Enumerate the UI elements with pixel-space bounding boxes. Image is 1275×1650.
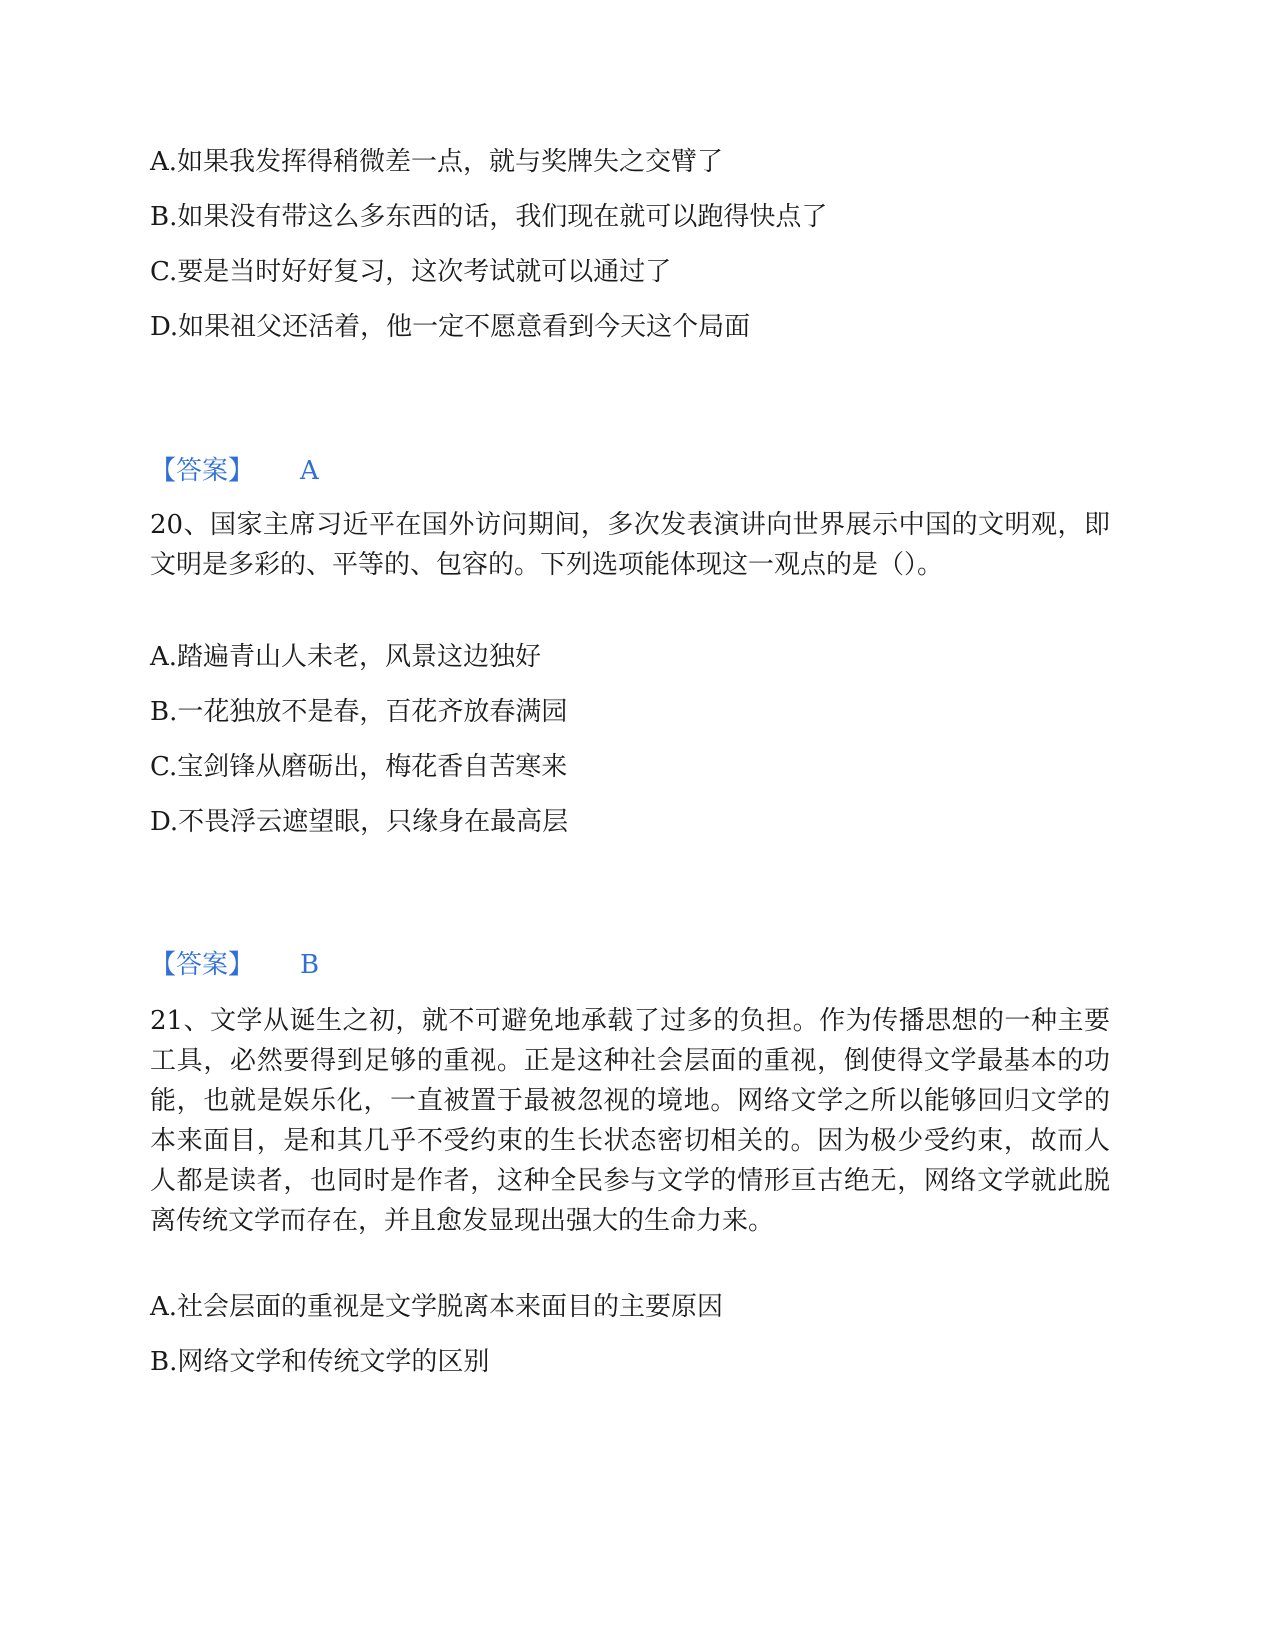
q19-option-d: D.如果祖父还活着，他一定不愿意看到今天这个局面	[150, 312, 751, 342]
answer-label: 【答案】	[150, 950, 255, 980]
q20-option-b: B.一花独放不是春，百花齐放春满园	[150, 697, 568, 727]
answer-label: 【答案】	[150, 456, 255, 486]
q21-stem: 21、文学从诞生之初，就不可避免地承载了过多的负担。作为传播思想的一种主要工具，必然要得到足够的重视。正是这种社会层面的重视，倒使得文学最基本的功能，也就是娱乐化，一直被置于最被忽视的境地。网络文学之所以能够回归文学的本来面目，是和其几乎不受约束的生长状态密切相关的。因为极少受约束，故而人人都是读者，也同时是作者，这种全民参与文学的情形亘古绝无，网络文学就此脱离传统文学而存在，并且愈发显现出强大的生命力来。	[150, 1006, 1110, 1236]
q19-answer	[150, 456, 319, 486]
q20-answer	[150, 950, 319, 980]
q19-option-b: B.如果没有带这么多东西的话，我们现在就可以跑得快点了	[150, 202, 828, 232]
q20-option-a: A.踏遍青山人未老，风景这边独好	[150, 642, 542, 672]
q20-option-d: D.不畏浮云遮望眼，只缘身在最高层	[150, 807, 569, 837]
q21-option-a: A.社会层面的重视是文学脱离本来面目的主要原因	[150, 1292, 724, 1322]
q19-option-a: A.如果我发挥得稍微差一点，就与奖牌失之交臂了	[150, 147, 724, 177]
q19-option-c: C.要是当时好好复习，这次考试就可以通过了	[150, 257, 672, 287]
answer-value: A	[300, 456, 319, 486]
q20-option-c: C.宝剑锋从磨砺出，梅花香自苦寒来	[150, 752, 568, 782]
answer-value: B	[300, 950, 320, 980]
q21-option-b: B.网络文学和传统文学的区别	[150, 1347, 490, 1377]
q20-stem: 20、国家主席习近平在国外访问期间，多次发表演讲向世界展示中国的文明观，即文明是多彩的、平等的、包容的。下列选项能体现这一观点的是（）。	[150, 510, 1110, 580]
